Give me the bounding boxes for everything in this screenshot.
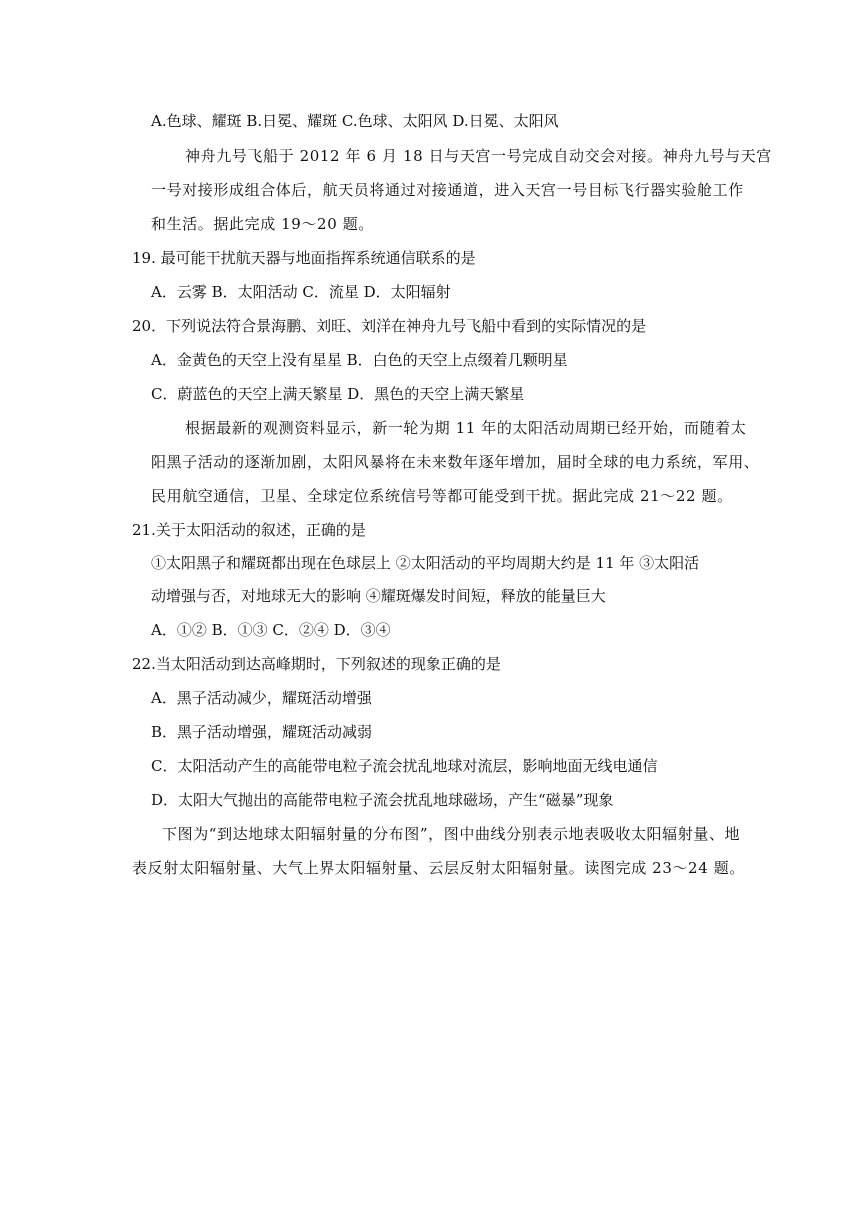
passage-solar-activity-line-2: 阳黑子活动的逐渐加剧，太阳风暴将在未来数年逐年增加，届时全球的电力系统，军用、 [151,453,760,471]
question-20-options-ab: A．金黄色的天空上没有星星 B．白色的天空上点缀着几颗明星 [151,351,568,369]
question-20-options-cd: C．蔚蓝色的天空上满天繁星 D．黑色的天空上满天繁星 [151,385,525,403]
question-22: 22.当太阳活动到达高峰期时，下列叙述的现象正确的是 [132,655,501,673]
figure-intro-line-1: 下图为“到达地球太阳辐射量的分布图”，图中曲线分别表示地表吸收太阳辐射量、地 [162,825,741,843]
question-22-option-b: B．黑子活动增强，耀斑活动减弱 [151,723,373,741]
figure-intro-line-2: 表反射太阳辐射量、大气上界太阳辐射量、云层反射太阳辐射量。读图完成 23～24 题。 [132,859,745,877]
question-21-options: A．①② B．①③ C．②④ D．③④ [151,621,391,639]
passage-shenzhou-line-3: 和生活。据此完成 19～20 题。 [151,215,374,233]
question-22-option-d: D．太阳大气抛出的高能带电粒子流会扰乱地球磁场，产生“磁暴”现象 [151,791,614,809]
question-21-statements-line-2: 动增强与否，对地球无大的影响 ④耀斑爆发时间短，释放的能量巨大 [151,587,606,605]
question-22-option-a: A．黑子活动减少，耀斑活动增强 [151,689,372,707]
question-21: 21.关于太阳活动的叙述，正确的是 [132,521,366,539]
question-19-options: A．云雾 B．太阳活动 C．流星 D．太阳辐射 [151,283,451,301]
passage-shenzhou-line-2: 一号对接形成组合体后，航天员将通过对接通道，进入天宫一号目标飞行器实验舱工作 [151,181,744,199]
passage-solar-activity-line-3: 民用航空通信，卫星、全球定位系统信号等都可能受到干扰。据此完成 21～22 题。 [151,487,733,505]
question-21-statements-line-1: ①太阳黑子和耀斑都出现在色球层上 ②太阳活动的平均周期大约是 11 年 ③太阳活 [151,554,700,572]
question-20: 20．下列说法符合景海鹏、刘旺、刘洋在神舟九号飞船中看到的实际情况的是 [132,317,647,335]
question-22-option-c: C．太阳活动产生的高能带电粒子流会扰乱地球对流层，影响地面无线电通信 [151,757,658,775]
q18-answer-options: A.色球、耀斑 B.日冕、耀斑 C.色球、太阳风 D.日冕、太阳风 [151,112,559,130]
question-19: 19. 最可能干扰航天器与地面指挥系统通信联系的是 [132,249,476,267]
passage-solar-activity-line-1: 根据最新的观测资料显示，新一轮为期 11 年的太阳活动周期已经开始，而随着太 [185,419,747,437]
passage-shenzhou-line-1: 神舟九号飞船于 2012 年 6 月 18 日与天宫一号完成自动交会对接。神舟九号与天宫 [185,147,772,165]
